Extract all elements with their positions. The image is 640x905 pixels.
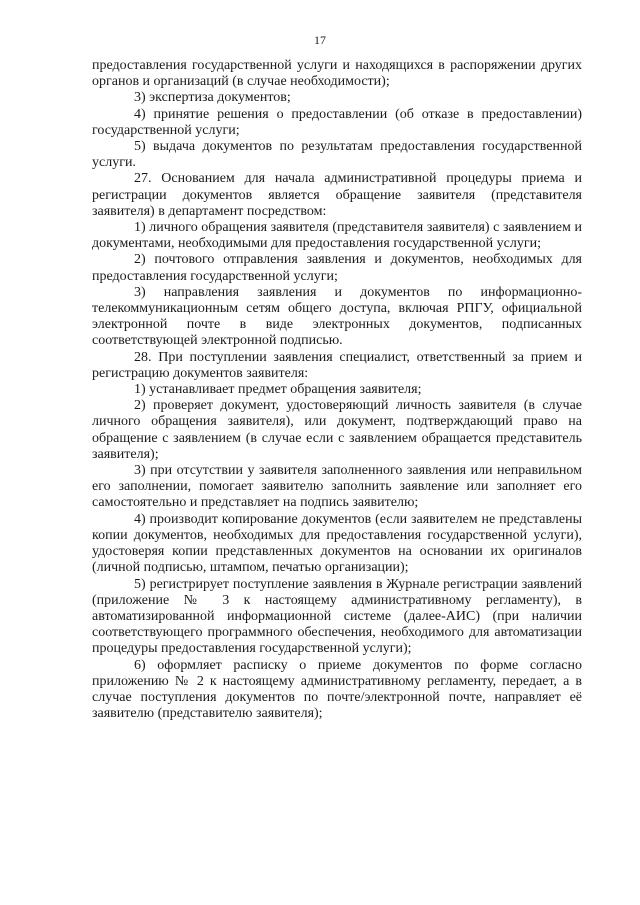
paragraph-list-item: 1) устанавливает предмет обращения заявителя; — [134, 382, 422, 398]
document-body — [92, 58, 582, 722]
paragraph-continuation: предоставления государственной услуги и находящихся в распоряжении других органов и организаций (в случае необходимости); — [92, 58, 582, 90]
paragraph-list-item: 4) принятие решения о предоставлении (об отказе в предоставлении) государственной услуги; — [92, 106, 582, 138]
paragraph-list-item: 1) личного обращения заявителя (представителя заявителя) с заявлением и документами, необходимыми для предоставления государственной услуги; — [92, 220, 582, 252]
paragraph-list-item: 5) выдача документов по результатам предоставления государственной услуги. — [92, 139, 582, 171]
paragraph-list-item: 2) проверяет документ, удостоверяющий личность заявителя (в случае личного обращения заявителя), или документ, подтверждающий право на обращение с заявлением (в случае если с заявлением обращается представитель заявителя); — [92, 398, 582, 462]
paragraph-list-item: 4) производит копирование документов (если заявителем не представлены копии документов, необходимых для предоставления государственной услуги), удостоверяя копии представленных документов на основании их оригиналов (личной подписью, штампом, печатью организации); — [92, 511, 582, 576]
paragraph-clause-27: 27. Основанием для начала административной процедуры приема и регистрации документов является обращение заявителя (представителя заявителя) в департамент посредством: — [92, 171, 582, 219]
paragraph-list-item: 3) экспертиза документов; — [134, 90, 291, 106]
paragraph-list-item: 3) при отсутствии у заявителя заполненного заявления или неправильном его заполнении, помогает заявителю заполнить заявление или заполняет его самостоятельно и представляет на подпись заявителю; — [92, 463, 582, 511]
paragraph-list-item: 2) почтового отправления заявления и документов, необходимых для предоставления государственной услуги; — [92, 252, 582, 284]
page-number: 17 — [314, 33, 326, 47]
paragraph-list-item: 3) направления заявления и документов по информационно-телекоммуникационным сетям общего доступа, включая РПГУ, официальной электронной почте в виде электронных документов, подписанных соответствующей электронной подписью. — [92, 284, 582, 349]
paragraph-list-item: 6) оформляет расписку о приеме документов по форме согласно приложению № 2 к настоящему административному регламенту, передает, а в случае поступления документов по почте/электронной почте, направляет её заявителю (представителю заявителя); — [92, 657, 582, 722]
paragraph-list-item: 5) регистрирует поступление заявления в Журнале регистрации заявлений (приложение № 3 к настоящему административному регламенту), в автоматизированной информационной системе (далее-АИС) (при наличии соответствующего программного обеспечения, необходимого для автоматизации процедуры предоставления государственной услуги); — [92, 576, 582, 657]
paragraph-clause-28: 28. При поступлении заявления специалист, ответственный за прием и регистрацию документов заявителя: — [92, 349, 582, 381]
